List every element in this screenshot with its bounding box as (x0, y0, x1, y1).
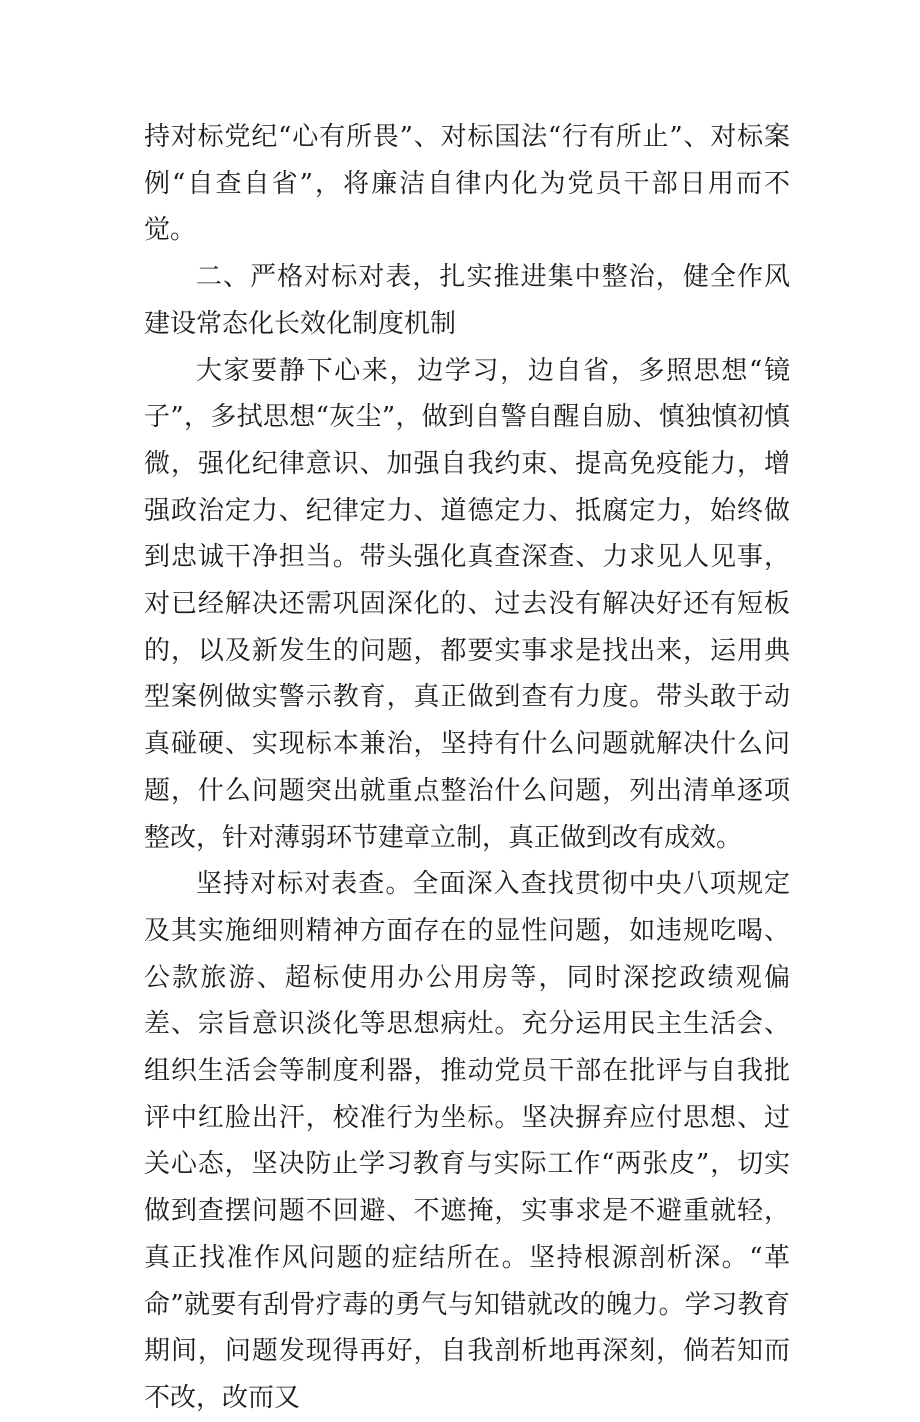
document-body (144, 114, 790, 1422)
paragraph-benchmark-check: 坚持对标对表查。全面深入查找贯彻中央八项规定及其实施细则精神方面存在的显性问题，如违规吃喝、公款旅游、超标使用办公用房等，同时深挖政绩观偏差、宗旨意识淡化等思想病灶。充分运用民主生活会、组织生活会等制度利器，推动党员干部在批评与自我批评中红脸出汗，校准行为坐标。坚决摒弃应付思想、过关心态，坚决防止学习教育与实际工作“两张皮”，切实做到查摆问题不回避、不遮掩，实事求是不避重就轻，真正找准作风问题的症结所在。坚持根源剖析深。“革命”就要有刮骨疗毒的勇气与知错就改的魄力。学习教育期间，问题发现得再好，自我剖析地再深刻，倘若知而不改，改而又 (144, 869, 790, 1413)
section-heading: 二、严格对标对表，扎实推进集中整治，健全作风建设常态化长效化制度机制 (144, 262, 790, 339)
paragraph-continuation: 持对标党纪“心有所畏”、对标国法“行有所止”、对标案例“自查自省”，将廉洁自律内化为党员干部日用而不觉。 (144, 122, 790, 246)
paragraph-self-reflection: 大家要静下心来，边学习，边自省，多照思想“镜子”，多拭思想“灰尘”，做到自警自醒自励、慎独慎初慎微，强化纪律意识、加强自我约束、提高免疫能力，增强政治定力、纪律定力、道德定力、抵腐定力，始终做到忠诚干净担当。带头强化真查深查、力求见人见事，对已经解决还需巩固深化的、过去没有解决好还有短板的，以及新发生的问题，都要实事求是找出来，运用典型案例做实警示教育，真正做到查有力度。带头敢于动真碰硬、实现标本兼治，坚持有什么问题就解决什么问题，什么问题突出就重点整治什么问题，列出清单逐项整改，针对薄弱环节建章立制，真正做到改有成效。 (144, 355, 790, 853)
